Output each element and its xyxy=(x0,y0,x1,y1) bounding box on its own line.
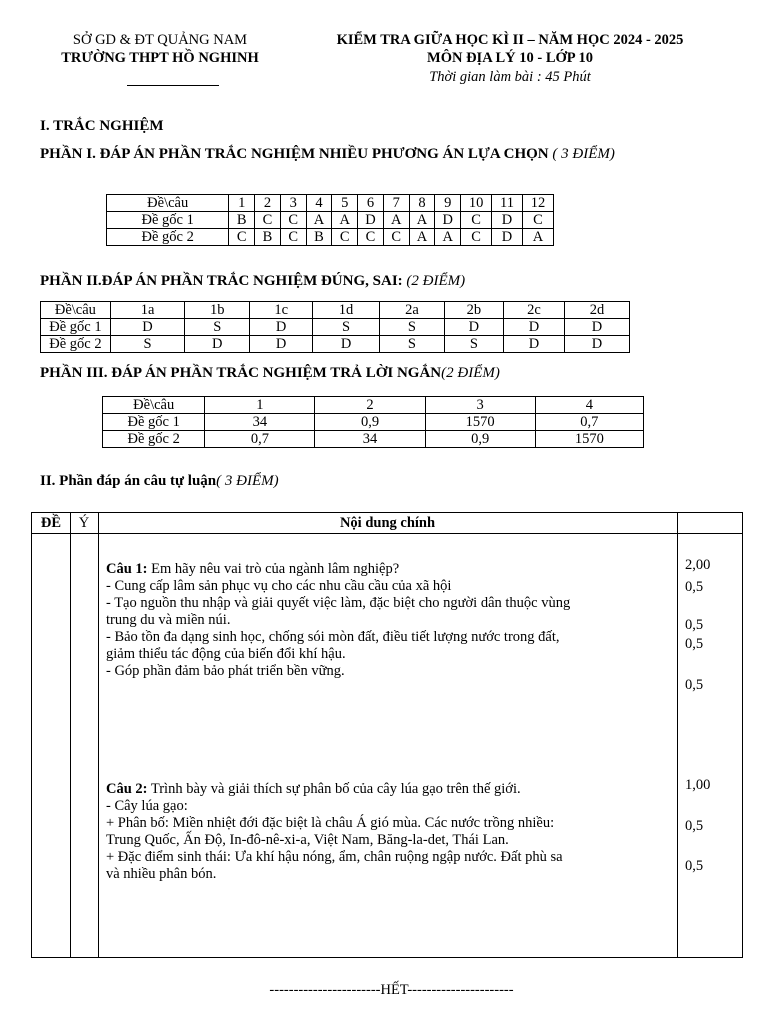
answer-table-part3 xyxy=(102,396,644,448)
q1-score-4: 0,5 xyxy=(685,677,704,693)
q1-line3b: giảm thiểu tác động của biến đổi khí hậu. xyxy=(106,646,346,662)
table-cell: 1d xyxy=(313,302,380,319)
part1-points: ( 3 ĐIỂM) xyxy=(552,146,615,162)
q1-line4: - Góp phần đảm bảo phát triển bền vững. xyxy=(106,663,345,679)
table-cell: A xyxy=(522,229,553,246)
table-cell: Đề gốc 2 xyxy=(103,431,205,448)
table-cell: 7 xyxy=(383,195,409,212)
q1-score-total: 2,00 xyxy=(685,557,711,573)
table-cell: B xyxy=(255,229,281,246)
table-cell: C xyxy=(522,212,553,229)
end-marker: -----------------------HẾT---------------------- xyxy=(269,982,514,998)
header-underline xyxy=(127,85,219,86)
table-cell: Đề gốc 2 xyxy=(107,229,229,246)
table-cell: Đề gốc 1 xyxy=(107,212,229,229)
col-divider xyxy=(677,513,678,957)
table-cell: S xyxy=(444,336,503,353)
part1-title: PHẦN I. ĐÁP ÁN PHẦN TRẮC NGHIỆM NHIỀU PHƯƠNG ÁN LỰA CHỌN xyxy=(40,146,549,162)
q1-text: Em hãy nêu vai trò của ngành lâm nghiệp? xyxy=(147,561,400,577)
table-header-row xyxy=(107,195,554,212)
table-cell: 0,9 xyxy=(425,431,535,448)
table-cell: B xyxy=(229,212,255,229)
table-cell: 3 xyxy=(280,195,306,212)
col-divider xyxy=(70,513,71,957)
header-divider xyxy=(32,533,742,534)
table-cell: D xyxy=(185,336,250,353)
table-cell: 1570 xyxy=(425,414,535,431)
table-cell: 1570 xyxy=(535,431,643,448)
table-cell: 12 xyxy=(522,195,553,212)
table-cell: C xyxy=(280,212,306,229)
col-de-header: ĐỀ xyxy=(40,515,62,531)
table-cell: 2a xyxy=(379,302,444,319)
table-cell: 2 xyxy=(255,195,281,212)
exam-title: KIỂM TRA GIỮA HỌC KÌ II – NĂM HỌC 2024 - 2025 xyxy=(336,32,684,48)
q2-line2b: Trung Quốc, Ấn Độ, In-đô-nê-xi-a, Việt Nam, Băng-la-det, Thái Lan. xyxy=(106,832,509,848)
table-cell: 2c xyxy=(503,302,564,319)
table-cell: 0,9 xyxy=(315,414,425,431)
table-cell: D xyxy=(250,319,313,336)
q2-line1: - Cây lúa gạo: xyxy=(106,798,188,814)
table-cell: 6 xyxy=(358,195,384,212)
q2-text: Trình bày và giải thích sự phân bố của cây lúa gạo trên thế giới. xyxy=(147,781,521,797)
table-cell: D xyxy=(110,319,184,336)
part3-heading xyxy=(40,365,500,382)
table-cell: D xyxy=(503,319,564,336)
q2-line3b: và nhiều phân bón. xyxy=(106,866,217,882)
table-cell: 8 xyxy=(409,195,435,212)
table-cell: 10 xyxy=(461,195,492,212)
table-cell: D xyxy=(565,319,630,336)
table-cell: C xyxy=(461,229,492,246)
answer-table-part1 xyxy=(106,194,554,246)
table-cell: Đề\câu xyxy=(41,302,111,319)
table-cell: D xyxy=(444,319,503,336)
table-cell: Đề gốc 1 xyxy=(103,414,205,431)
q2-line3a: + Đặc điểm sinh thái: Ưa khí hậu nóng, ẩm, chân ruộng ngập nước. Đất phù sa xyxy=(106,849,563,865)
table-cell: S xyxy=(110,336,184,353)
q1-score-1: 0,5 xyxy=(685,579,704,595)
table-cell: C xyxy=(461,212,492,229)
table-cell: C xyxy=(358,229,384,246)
table-cell: D xyxy=(313,336,380,353)
part1-heading xyxy=(40,146,615,163)
table-cell: 4 xyxy=(306,195,332,212)
q1-line2a: - Tạo nguồn thu nhập và giải quyết việc làm, đặc biệt cho người dân thuộc vùng xyxy=(106,595,571,611)
part3-title: PHẦN III. ĐÁP ÁN PHẦN TRẮC NGHIỆM TRẢ LỜI NGẮN xyxy=(40,365,442,381)
table-cell: 2 xyxy=(315,397,425,414)
table-cell: D xyxy=(358,212,384,229)
table-cell: 34 xyxy=(315,431,425,448)
table-row xyxy=(107,212,554,229)
table-cell: A xyxy=(409,229,435,246)
table-header-row xyxy=(41,302,630,319)
table-cell: A xyxy=(383,212,409,229)
table-cell: C xyxy=(229,229,255,246)
col-content-header: Nội dung chính xyxy=(339,515,436,531)
table-cell: D xyxy=(492,229,523,246)
table-cell: C xyxy=(383,229,409,246)
q1-label: Câu 1: xyxy=(106,561,148,577)
table-cell: 34 xyxy=(205,414,315,431)
table-cell: A xyxy=(306,212,332,229)
section1-title: I. TRẮC NGHIỆM xyxy=(40,118,164,134)
table-cell: 0,7 xyxy=(535,414,643,431)
table-row xyxy=(103,414,644,431)
table-cell: 5 xyxy=(332,195,358,212)
table-cell: D xyxy=(503,336,564,353)
table-cell: D xyxy=(435,212,461,229)
table-cell: 0,7 xyxy=(205,431,315,448)
table-cell: 2d xyxy=(565,302,630,319)
table-cell: C xyxy=(280,229,306,246)
essay-answer-table xyxy=(31,512,743,958)
table-cell: Đề\câu xyxy=(107,195,229,212)
dept-name: SỞ GD & ĐT QUẢNG NAM xyxy=(72,32,248,48)
col-y-header: Ý xyxy=(78,515,90,531)
part2-points: (2 ĐIỂM) xyxy=(406,273,466,289)
part3-points: (2 ĐIỂM) xyxy=(441,365,500,381)
part2-title: PHẦN II.ĐÁP ÁN PHẦN TRẮC NGHIỆM ĐÚNG, SAI: xyxy=(40,273,403,289)
table-cell: Đề gốc 2 xyxy=(41,336,111,353)
q1-score-3: 0,5 xyxy=(685,636,704,652)
table-cell: D xyxy=(250,336,313,353)
section2-title: II. Phần đáp án câu tự luận xyxy=(40,473,217,489)
table-cell: 2b xyxy=(444,302,503,319)
table-row xyxy=(41,319,630,336)
table-cell: 11 xyxy=(492,195,523,212)
table-cell: 4 xyxy=(535,397,643,414)
table-cell: S xyxy=(379,319,444,336)
table-cell: 3 xyxy=(425,397,535,414)
exam-duration: Thời gian làm bài : 45 Phút xyxy=(429,69,591,85)
q2-score-total: 1,00 xyxy=(685,777,711,793)
part2-heading xyxy=(40,273,465,290)
subject-title: MÔN ĐỊA LÝ 10 - LỚP 10 xyxy=(427,50,593,66)
table-cell: S xyxy=(185,319,250,336)
table-cell: 9 xyxy=(435,195,461,212)
table-row xyxy=(107,229,554,246)
q1-line3a: - Bảo tồn đa dạng sinh học, chống sói mòn đất, điều tiết lượng nước trong đất, xyxy=(106,629,560,645)
table-header-row xyxy=(103,397,644,414)
table-cell: Đề\câu xyxy=(103,397,205,414)
table-cell: A xyxy=(435,229,461,246)
q2-label: Câu 2: xyxy=(106,781,148,797)
table-cell: 1 xyxy=(205,397,315,414)
table-cell: S xyxy=(379,336,444,353)
section2-heading xyxy=(40,473,279,490)
q2-line2a: + Phân bố: Miền nhiệt đới đặc biệt là châu Á gió mùa. Các nước trồng nhiều: xyxy=(106,815,555,831)
q1-score-2: 0,5 xyxy=(685,617,704,633)
table-cell: S xyxy=(313,319,380,336)
q1-line1: - Cung cấp lâm sản phục vụ cho các nhu cầu cầu của xã hội xyxy=(106,578,452,594)
table-cell: C xyxy=(255,212,281,229)
q2-score-2: 0,5 xyxy=(685,858,704,874)
answer-table-part2 xyxy=(40,301,630,353)
table-cell: 1 xyxy=(229,195,255,212)
table-cell: 1b xyxy=(185,302,250,319)
section2-points: ( 3 ĐIỂM) xyxy=(216,473,279,489)
col-divider xyxy=(98,513,99,957)
table-row xyxy=(103,431,644,448)
q1-line2b: trung du và miền núi. xyxy=(106,612,231,628)
table-cell: D xyxy=(565,336,630,353)
table-cell: D xyxy=(492,212,523,229)
table-cell: A xyxy=(409,212,435,229)
question-1 xyxy=(106,561,676,680)
table-row xyxy=(41,336,630,353)
q2-score-1: 0,5 xyxy=(685,818,704,834)
table-cell: C xyxy=(332,229,358,246)
table-cell: A xyxy=(332,212,358,229)
table-cell: Đề gốc 1 xyxy=(41,319,111,336)
question-2 xyxy=(106,781,676,883)
table-cell: B xyxy=(306,229,332,246)
school-name: TRƯỜNG THPT HỒ NGHINH xyxy=(61,50,259,66)
table-cell: 1a xyxy=(110,302,184,319)
table-cell: 1c xyxy=(250,302,313,319)
